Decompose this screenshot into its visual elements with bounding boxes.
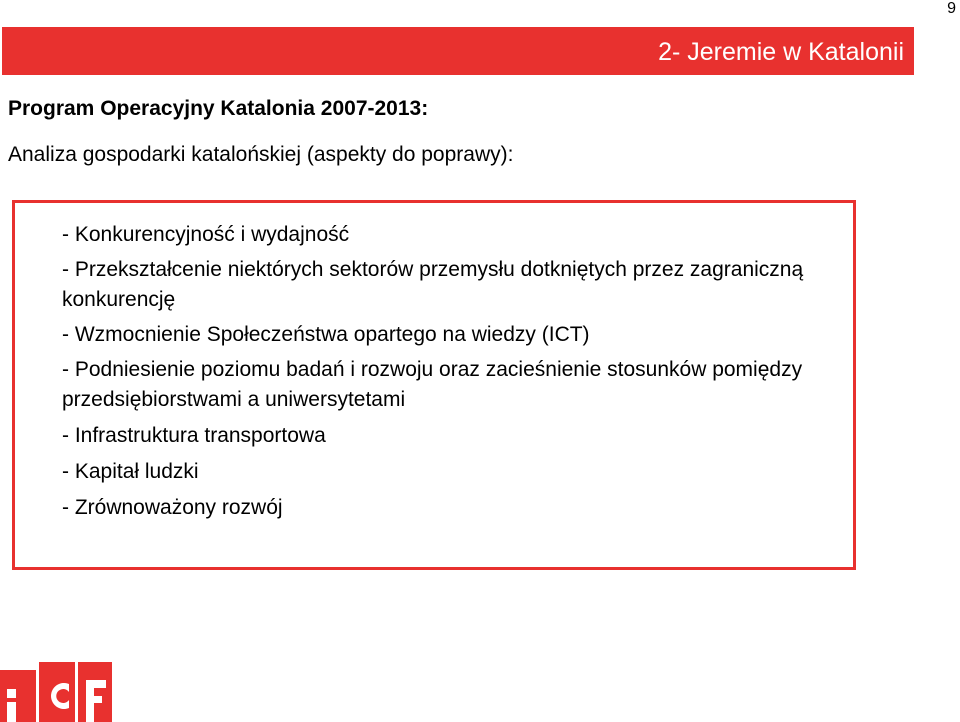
list-item: - Kapitał ludzki [62,460,199,483]
list-item: - Zrównoważony rozwój [62,496,283,519]
list-item: - Infrastruktura transportowa [62,424,326,447]
content-box [12,200,856,570]
logo-letter-f [78,662,112,722]
list-item: - Podniesienie poziomu badań i rozwoju oraz zacieśnienie stosunków pomiędzy przedsiębiorstwami a uniwersytetami [62,358,803,411]
icf-logo-icon [0,662,112,722]
analysis-subtitle: Analiza gospodarki katalońskiej (aspekty do poprawy): [8,143,514,166]
header-bar [2,27,914,75]
list-item: - Konkurencyjność i wydajność [62,223,350,246]
slide-title: 2- Jeremie w Katalonii [658,38,904,66]
logo-letter-i [0,670,36,722]
program-title: Program Operacyjny Katalonia 2007-2013: [8,97,429,120]
list-item: - Wzmocnienie Społeczeństwa opartego na wiedzy (ICT) [62,323,590,346]
improvement-list [62,220,842,529]
list-item: - Przekształcenie niektórych sektorów przemysłu dotkniętych przez zagraniczną konkurencję [62,258,804,311]
page-number: 9 [947,0,956,17]
